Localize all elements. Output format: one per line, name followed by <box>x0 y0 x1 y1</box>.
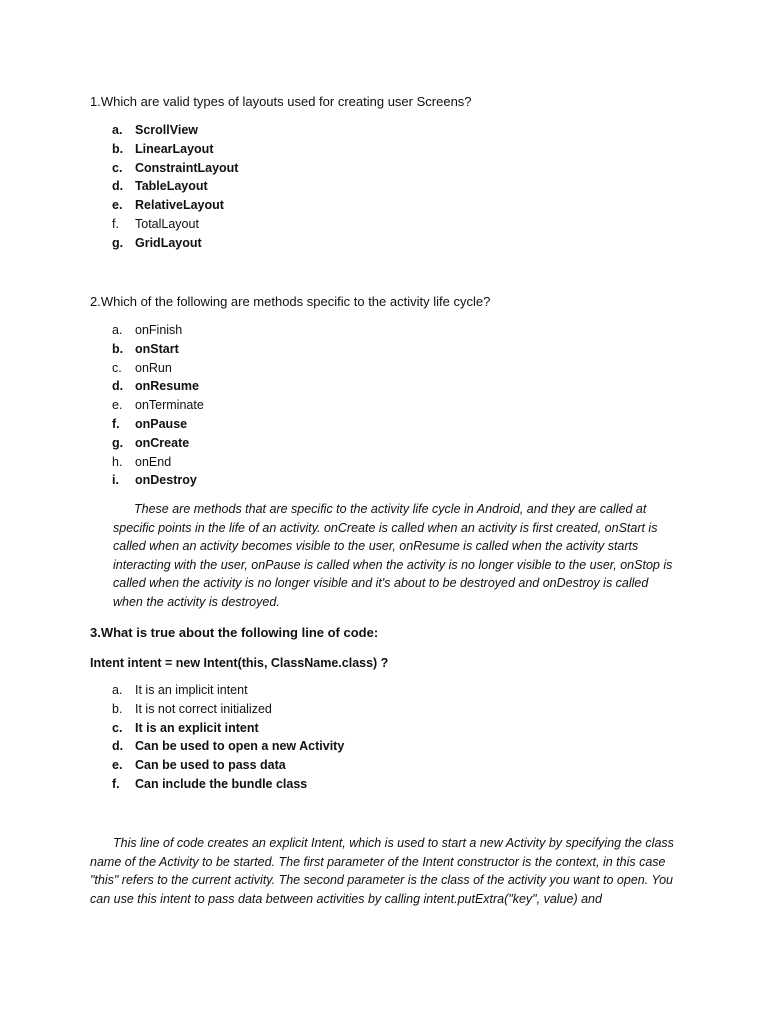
option-item <box>112 234 238 253</box>
option-label: TotalLayout <box>135 216 199 231</box>
option-label: It is not correct initialized <box>135 701 272 716</box>
explanation-2: These are methods that are specific to the activity life cycle in Android, and they are called at specific points in the life of an activity. onCreate is called when an activity is first created, onStart is called when an activity becomes visible to the user, onResume is called when the activity starts interacting with the user, onPause is called when the activity is no longer visible to the user, onStop is called when the activity is no longer visible and it's about to be destroyed and onDestroy is called when the activity is destroyed. <box>113 502 673 609</box>
option-item <box>112 121 238 140</box>
question-text: 1.Which are valid types of layouts used for creating user Screens? <box>90 94 472 109</box>
option-letter: d. <box>112 379 124 394</box>
option-letter: c. <box>112 720 123 735</box>
option-label: onTerminate <box>135 398 204 413</box>
option-item <box>112 140 238 159</box>
option-item <box>112 471 204 490</box>
option-label: onDestroy <box>135 473 197 488</box>
option-item <box>112 321 204 340</box>
explanation-3: This line of code creates an explicit Intent, which is used to start a new Activity by specifying the class name of the Activity to be started. The first parameter of the Intent constructor is the context, in this case "this" refers to the current activity. The second parameter is the class of the activity you want to open. You can use this intent to pass data between activities by calling intent.putExtra("key", value) and <box>90 836 674 906</box>
option-item <box>112 434 204 453</box>
question-2-options <box>112 321 204 490</box>
option-item <box>112 359 204 378</box>
option-item <box>112 159 238 178</box>
option-label: RelativeLayout <box>135 198 224 213</box>
option-letter: a. <box>112 123 123 137</box>
option-item <box>112 196 238 215</box>
option-item <box>112 415 204 434</box>
option-letter: d. <box>112 739 124 754</box>
option-item <box>112 737 344 756</box>
option-item <box>112 340 204 359</box>
option-letter: c. <box>112 360 122 375</box>
question-2 <box>90 294 490 310</box>
question-3-options <box>112 681 344 794</box>
option-label: TableLayout <box>135 179 208 194</box>
option-item <box>112 177 238 196</box>
option-letter: f. <box>112 216 119 231</box>
option-label: onRun <box>135 360 172 375</box>
option-item <box>112 719 344 738</box>
option-label: ConstraintLayout <box>135 160 239 175</box>
option-item <box>112 681 344 700</box>
option-item <box>112 215 238 234</box>
option-letter: d. <box>112 179 124 194</box>
option-letter: c. <box>112 160 123 175</box>
option-item <box>112 756 344 775</box>
option-letter: g. <box>112 235 124 250</box>
option-label: It is an explicit intent <box>135 720 259 735</box>
option-letter: e. <box>112 398 123 413</box>
option-item <box>112 396 204 415</box>
option-letter: b. <box>112 341 124 356</box>
option-label: onEnd <box>135 454 172 469</box>
option-label: LinearLayout <box>135 141 214 156</box>
question-1 <box>90 94 472 110</box>
option-label: Can be used to open a new Activity <box>135 739 345 754</box>
question-text: 3.What is true about the following line of code: <box>90 625 379 640</box>
option-label: onFinish <box>135 323 183 337</box>
option-letter: b. <box>112 701 123 716</box>
option-letter: f. <box>112 776 120 791</box>
option-letter: e. <box>112 758 123 773</box>
option-item <box>112 453 204 472</box>
option-letter: e. <box>112 198 123 213</box>
option-label: onCreate <box>135 435 190 450</box>
option-label: onStart <box>135 341 179 356</box>
option-label: GridLayout <box>135 235 202 250</box>
option-label: Can include the bundle class <box>135 776 308 791</box>
option-letter: h. <box>112 454 123 469</box>
option-label: onResume <box>135 379 199 394</box>
option-item <box>112 700 344 719</box>
question-3 <box>90 625 378 641</box>
option-letter: g. <box>112 435 124 450</box>
option-item <box>112 377 204 396</box>
option-label: Can be used to pass data <box>135 758 286 773</box>
question-text: 2.Which of the following are methods specific to the activity life cycle? <box>90 294 491 309</box>
option-letter: a. <box>112 683 123 697</box>
option-letter: b. <box>112 141 124 156</box>
option-letter: i. <box>112 473 119 488</box>
option-letter: f. <box>112 416 120 431</box>
code-line: Intent intent = new Intent(this, ClassName.class) ? <box>90 656 389 670</box>
option-letter: a. <box>112 323 123 337</box>
question-1-options <box>112 121 238 253</box>
option-item <box>112 775 344 794</box>
option-label: ScrollView <box>135 123 198 137</box>
option-label: It is an implicit intent <box>135 683 248 697</box>
option-label: onPause <box>135 416 188 431</box>
